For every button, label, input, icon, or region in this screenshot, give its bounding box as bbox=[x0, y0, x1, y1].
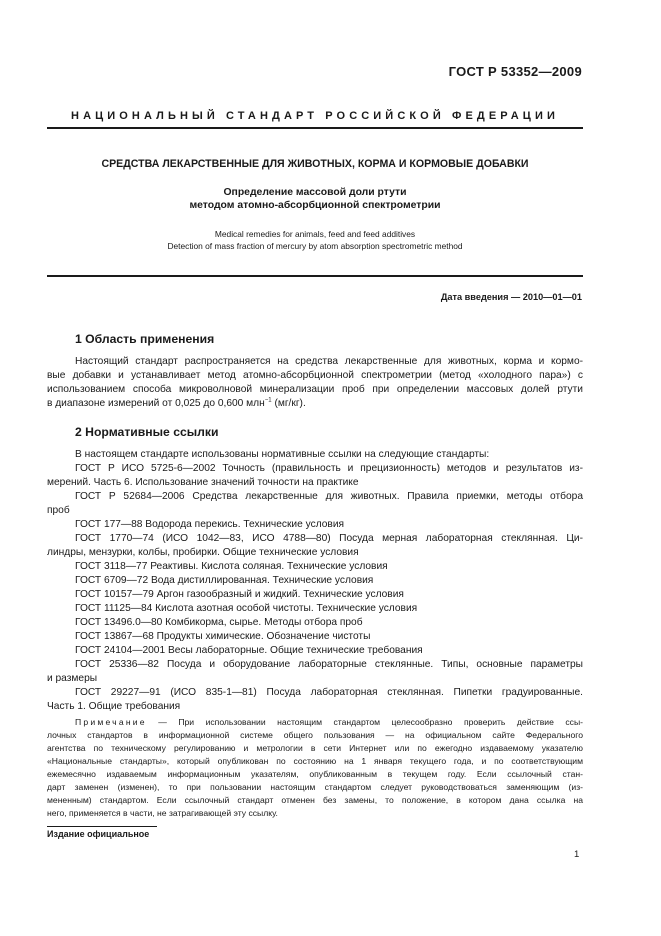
reference-line: ГОСТ 3118—77 Реактивы. Кислота соляная. Технические условия bbox=[75, 561, 388, 572]
reference-line: линдры, мензурки, колбы, пробирки. Общие технические условия bbox=[47, 547, 359, 558]
page-number: 1 bbox=[574, 849, 580, 860]
reference-line: мерений. Часть 6. Использование значений точности на практике bbox=[47, 477, 359, 488]
reference-line: ГОСТ Р ИСО 5725-6—2002 Точность (правильность и прецизионность) методов и результатов из- bbox=[75, 463, 583, 474]
reference-line: ГОСТ 177—88 Водорода перекись. Технические условия bbox=[75, 519, 345, 530]
note-line: него, применяется в части, не затрагивающей эту ссылку. bbox=[47, 808, 278, 818]
scope-text-line: Настоящий стандарт распространяется на средства лекарственные для животных, корма и кормо- bbox=[75, 356, 583, 367]
english-title-line-2: Detection of mass fraction of mercury by atom absorption spectrometric method bbox=[167, 241, 463, 251]
note-line: мененным) стандартом. Если ссылочный стандарт отменен без замены, то положение, в котором дана ссылка на bbox=[47, 795, 583, 805]
note-line bbox=[75, 716, 583, 729]
unit-exponent: −1 bbox=[264, 397, 272, 404]
section-heading-scope: 1 Область применения bbox=[75, 332, 215, 346]
footer-divider bbox=[47, 826, 157, 827]
document-subtitle-line-2: методом атомно-абсорбционной спектрометрии bbox=[189, 200, 441, 211]
document-subtitle-line-1: Определение массовой доли ртути bbox=[223, 187, 407, 198]
reference-line: и размеры bbox=[47, 673, 98, 684]
standard-code: ГОСТ Р 53352—2009 bbox=[448, 64, 582, 79]
reference-line: ГОСТ 24104—2001 Весы лабораторные. Общие технические требования bbox=[75, 645, 423, 656]
reference-line: Часть 1. Общие требования bbox=[47, 701, 181, 712]
reference-line: ГОСТ 13496.0—80 Комбикорма, сырье. Методы отбора проб bbox=[75, 617, 363, 628]
references-intro: В настоящем стандарте использованы нормативные ссылки на следующие стандарты: bbox=[75, 449, 490, 460]
scope-text-fragment: (мг/кг). bbox=[271, 398, 306, 409]
note-text: — При использовании настоящим стандартом целесообразно проверить действие ссы- bbox=[146, 717, 583, 727]
reference-line: ГОСТ Р 52684—2006 Средства лекарственные для животных. Правила приемки, методы отбора bbox=[75, 491, 583, 502]
note-line: агентства по техническому регулированию и метрологии в сети Интернет или по ежегодно издаваемому указателю bbox=[47, 743, 583, 753]
note-line: лочных стандартов в информационной системе общего пользования — на официальном сайте Федерального bbox=[47, 730, 583, 740]
reference-line: проб bbox=[47, 505, 70, 516]
scope-text-line: вые добавки и устанавливает метод атомно-абсорбционной спектрометрии (метод «холодного пара») с bbox=[47, 370, 583, 381]
official-edition-label: Издание официальное bbox=[47, 829, 150, 839]
scope-text-line bbox=[47, 397, 583, 411]
english-title-line-1: Medical remedies for animals, feed and feed additives bbox=[214, 229, 416, 239]
reference-line: ГОСТ 10157—79 Аргон газообразный и жидкий. Технические условия bbox=[75, 589, 404, 600]
introduction-date: Дата введения — 2010—01—01 bbox=[440, 292, 582, 302]
scope-text-fragment: в диапазоне измерений от 0,025 до 0,600 млн bbox=[47, 398, 265, 409]
title-divider bbox=[47, 275, 583, 277]
note-line: ежемесячно издаваемым информационным указателям, опубликованным в текущем году. Если ссылочный стан- bbox=[47, 769, 583, 779]
section-heading-normative-references: 2 Нормативные ссылки bbox=[75, 425, 219, 439]
note-label: Примечание bbox=[75, 717, 147, 727]
header-divider bbox=[47, 127, 583, 129]
note-line: дарт заменен (изменен), то при пользовании настоящим стандартом следует руководствоваться заменяющим (из- bbox=[47, 782, 583, 792]
national-standard-banner: НАЦИОНАЛЬНЫЙ СТАНДАРТ РОССИЙСКОЙ ФЕДЕРАЦИИ bbox=[71, 110, 559, 122]
reference-line: ГОСТ 13867—68 Продукты химические. Обозначение чистоты bbox=[75, 631, 371, 642]
note-line: «Национальные стандарты», который опубликован по состоянию на 1 января текущего года, и по соответствующим bbox=[47, 756, 583, 766]
document-title: СРЕДСТВА ЛЕКАРСТВЕННЫЕ ДЛЯ ЖИВОТНЫХ, КОРМА И КОРМОВЫЕ ДОБАВКИ bbox=[101, 158, 529, 170]
reference-line: ГОСТ 29227—91 (ИСО 835-1—81) Посуда лабораторная стеклянная. Пипетки градуированные. bbox=[75, 687, 583, 698]
scope-text-line: использованием способа микроволновой минерализации проб при определении массовых долей ртути bbox=[47, 384, 583, 395]
reference-line: ГОСТ 25336—82 Посуда и оборудование лабораторные стеклянные. Типы, основные параметры bbox=[75, 659, 583, 670]
reference-line: ГОСТ 6709—72 Вода дистиллированная. Технические условия bbox=[75, 575, 374, 586]
reference-line: ГОСТ 11125—84 Кислота азотная особой чистоты. Технические условия bbox=[75, 603, 418, 614]
reference-line: ГОСТ 1770—74 (ИСО 1042—83, ИСО 4788—80) Посуда мерная лабораторная стеклянная. Ци- bbox=[75, 533, 583, 544]
